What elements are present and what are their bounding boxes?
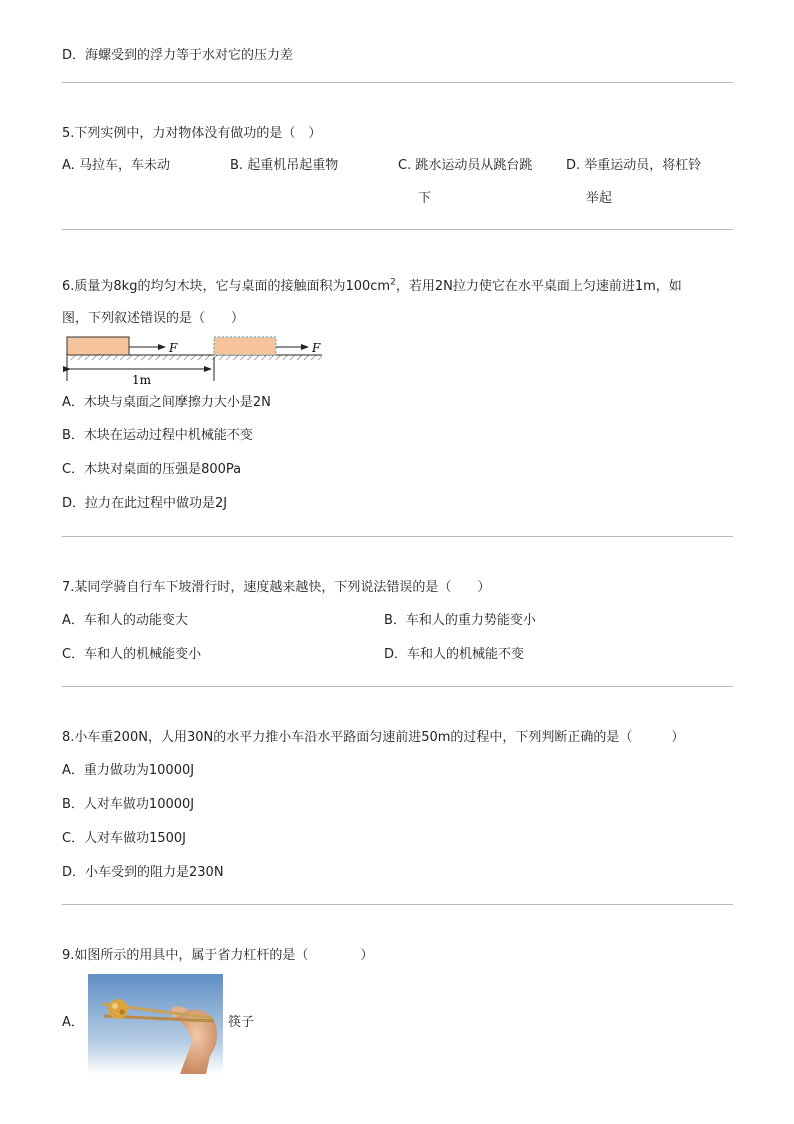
q9-option-a-text: 筷子 <box>228 1015 255 1030</box>
q6-stem-text-cont: ，若用2N拉力使它在水平桌面上匀速前进1m，如 <box>395 279 682 294</box>
q7-option-a: A．车和人的动能变大 <box>62 613 188 628</box>
q9-stem: 9.如图所示的用具中，属于省力杠杆的是（ ） <box>62 948 374 963</box>
distance-label: 1m <box>132 373 152 387</box>
divider <box>62 904 733 905</box>
q7-option-d: D．车和人的机械能不变 <box>384 647 525 662</box>
table-surface <box>66 355 322 360</box>
option-letter: C. <box>398 158 412 173</box>
block-start <box>67 337 129 355</box>
q6-option-c: C．木块对桌面的压强是800Pa <box>62 462 242 477</box>
q7-stem: 7.某同学骑自行车下坡滑行时，速度越来越快，下列说法错误的是（ ） <box>62 580 491 595</box>
q9-option-a-letter: A． <box>62 1015 84 1030</box>
q5-option-c <box>398 157 532 175</box>
q8-option-a: A．重力做功为10000J <box>62 763 195 778</box>
q5-option-d <box>566 157 701 175</box>
block-force-diagram <box>62 333 332 388</box>
force-label: F <box>169 341 178 355</box>
q5-option-d-line2: 举起 <box>586 191 613 206</box>
q4-option-d: D．海螺受到的浮力等于水对它的压力差 <box>62 48 294 63</box>
option-text: 跳水运动员从跳台跳 <box>415 158 533 173</box>
q6-option-d: D．拉力在此过程中做功是2J <box>62 496 228 511</box>
q6-stem-line2: 图，下列叙述错误的是（ ） <box>62 311 245 326</box>
q8-option-d: D．小车受到的阻力是230N <box>62 865 224 880</box>
divider <box>62 229 733 230</box>
divider <box>62 536 733 537</box>
option-letter: A. <box>62 158 75 173</box>
force-label: F <box>312 341 321 355</box>
q6-option-a: A．木块与桌面之间摩擦力大小是2N <box>62 395 271 410</box>
divider <box>62 686 733 687</box>
q6-option-b: B．木块在运动过程中机械能不变 <box>62 428 253 443</box>
option-letter: B. <box>230 158 244 173</box>
divider <box>62 82 733 83</box>
q8-option-c: C．人对车做功1500J <box>62 831 186 846</box>
superscript: 2 <box>390 277 396 288</box>
option-text: 起重机吊起重物 <box>247 158 339 173</box>
q6-stem-line1 <box>62 278 682 296</box>
q6-stem-text: 6.质量为8kg的均匀木块，它与桌面的接触面积为100cm <box>62 279 391 294</box>
option-text: 举重运动员，将杠铃 <box>584 158 702 173</box>
q5-option-b <box>230 157 338 175</box>
q7-option-c: C．车和人的机械能变小 <box>62 647 202 662</box>
option-text: 马拉车，车未动 <box>78 158 170 173</box>
q5-option-a <box>62 157 170 175</box>
q7-option-b: B．车和人的重力势能变小 <box>384 613 536 628</box>
q8-option-b: B．人对车做功10000J <box>62 797 195 812</box>
option-letter: D. <box>566 158 581 173</box>
q8-stem: 8.小车重200N，人用30N的水平力推小车沿水平路面匀速前进50m的过程中，下列判断正确的是（ ） <box>62 730 685 745</box>
block-end <box>214 337 276 355</box>
q5-option-c-line2: 下 <box>418 191 432 206</box>
q5-stem: 5.下列实例中，力对物体没有做功的是（ ） <box>62 126 322 141</box>
chopsticks-hand-photo-icon <box>88 974 223 1074</box>
